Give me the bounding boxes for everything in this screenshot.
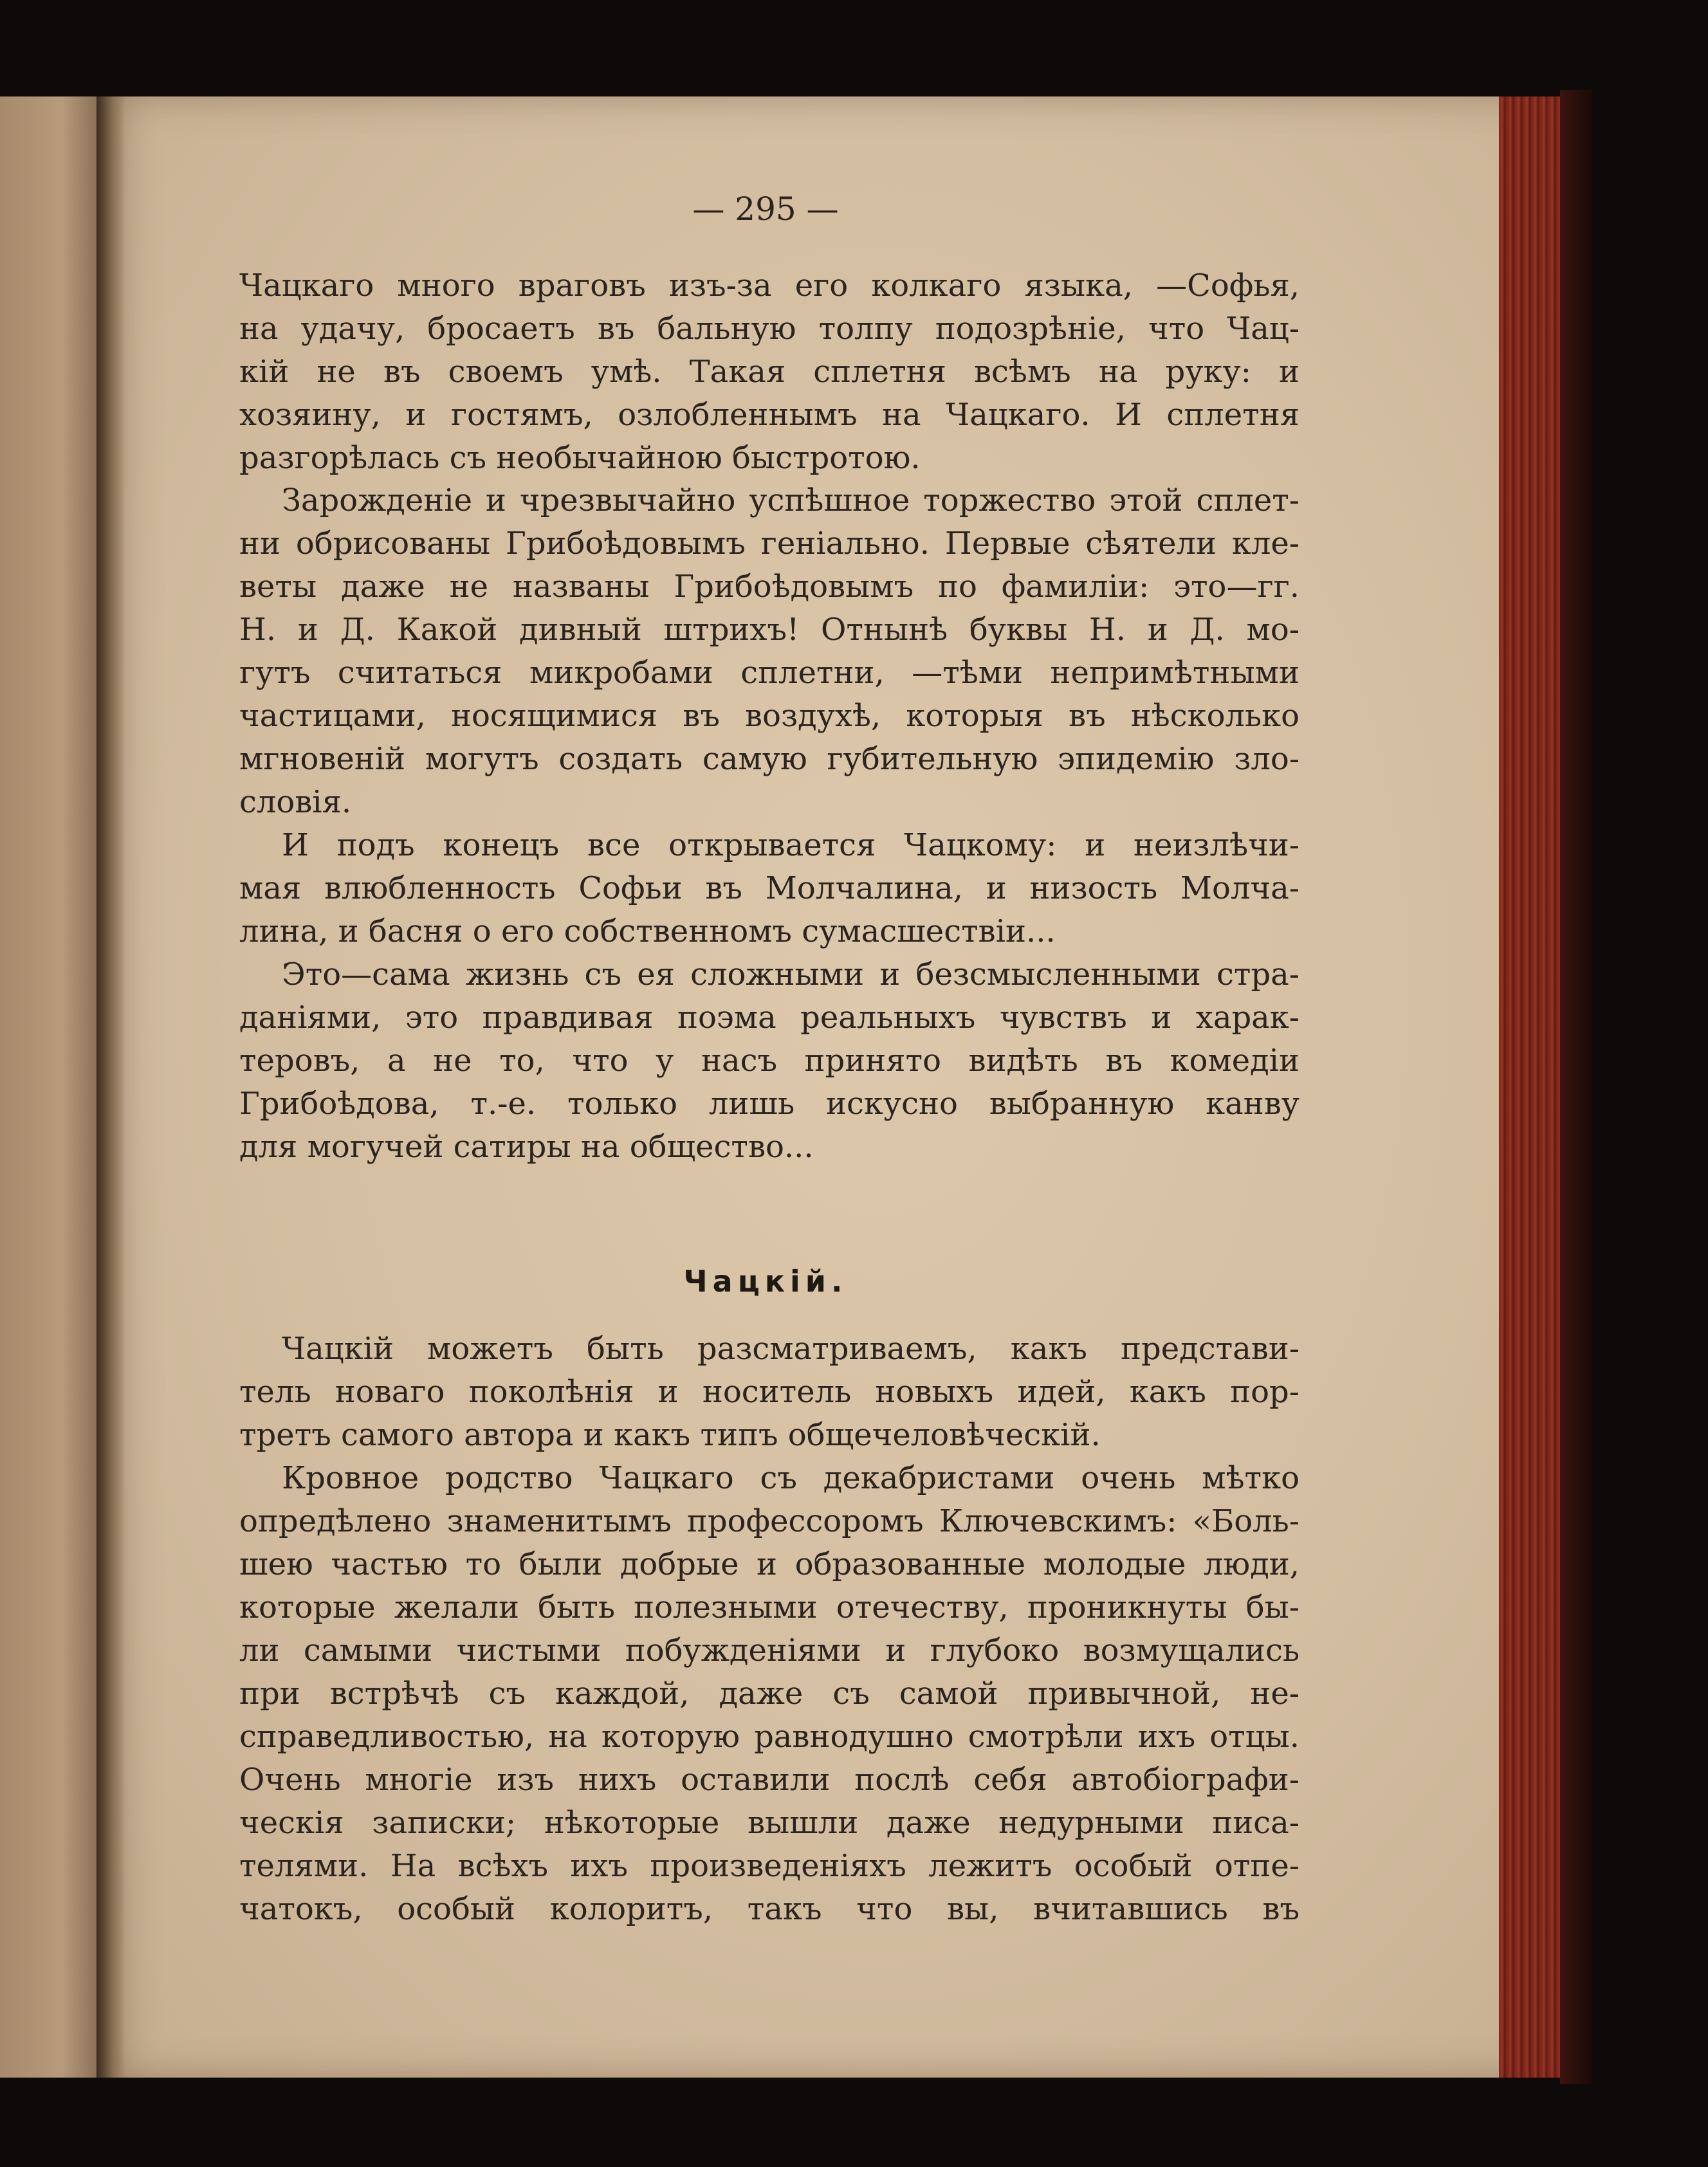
text-line: Очень многіе изъ нихъ оставили послѣ себя автобіографи- <box>239 1762 1299 1798</box>
text-line: опредѣлено знаменитымъ профессоромъ Ключевскимъ: «Боль- <box>239 1503 1299 1539</box>
text-line: И подъ конецъ все открывается Чацкому: и неизлѣчи- <box>282 827 1299 863</box>
book-cover-edge <box>1560 90 1592 2084</box>
text-line: которые желали быть полезными отечеству, проникнуты бы- <box>239 1589 1299 1625</box>
text-line: Это—сама жизнь съ ея сложными и безсмысленными стра- <box>282 956 1299 992</box>
text-line: Н. и Д. Какой дивный штрихъ! Отнынѣ буквы Н. и Д. мо- <box>239 612 1299 648</box>
text-line: телями. На всѣхъ ихъ произведеніяхъ лежитъ особый отпе- <box>239 1848 1299 1884</box>
text-line: Чацкаго много враговъ изъ-за его колкаго языка, —Софья, <box>239 268 1299 304</box>
text-line: хозяину, и гостямъ, озлобленнымъ на Чацкаго. И сплетня <box>239 397 1299 433</box>
text-line: мгновеній могутъ создать самую губительную эпидемію зло- <box>239 741 1299 777</box>
section-heading: Чацкій. <box>683 1264 848 1299</box>
page-number: — 295 — <box>692 190 839 228</box>
text-line: Грибоѣдова, т.-е. только лишь искусно выбранную канву <box>239 1086 1299 1122</box>
text-line: словія. <box>239 784 352 820</box>
text-line: теровъ, а не то, что у насъ принято видѣть въ комедіи <box>239 1043 1299 1079</box>
text-line: тель новаго поколѣнія и носитель новыхъ идей, какъ пор- <box>239 1374 1299 1410</box>
text-line: ни обрисованы Грибоѣдовымъ геніально. Первые сѣятели кле- <box>239 526 1299 562</box>
text-line: третъ самого автора и какъ типъ общечеловѣческій. <box>239 1417 1101 1453</box>
text-line: лина, и басня о его собственномъ сумасшествіи... <box>239 913 1056 949</box>
text-line: разгорѣлась съ необычайною быстротою. <box>239 440 921 476</box>
text-line: ческія записки; нѣкоторые вышли даже недурными писа- <box>239 1805 1299 1841</box>
text-line: веты даже не названы Грибоѣдовымъ по фамиліи: это—гг. <box>239 569 1299 605</box>
text-line: гутъ считаться микробами сплетни, —тѣми непримѣтными <box>239 655 1299 691</box>
gutter-shadow <box>96 96 125 2078</box>
text-line: шею частью то были добрые и образованные молодые люди, <box>239 1546 1299 1582</box>
text-line: ли самыми чистыми побужденіями и глубоко возмущались <box>239 1632 1299 1669</box>
text-line: при встрѣчѣ съ каждой, даже съ самой привычной, не- <box>239 1676 1299 1712</box>
text-line: чатокъ, особый колоритъ, такъ что вы, вчитавшись въ <box>239 1891 1299 1927</box>
text-line: Зарожденіе и чрезвычайно успѣшное торжество этой сплет- <box>282 482 1299 518</box>
text-line: мая влюбленность Софьи въ Молчалина, и низость Молча- <box>239 870 1299 906</box>
text-line: частицами, носящимися въ воздухѣ, которыя въ нѣсколько <box>239 698 1299 734</box>
text-line: Кровное родство Чацкаго съ декабристами очень мѣтко <box>282 1460 1299 1496</box>
page-block-edge <box>1499 96 1560 2078</box>
left-page-edge <box>0 96 113 2078</box>
text-line: для могучей сатиры на общество... <box>239 1129 814 1165</box>
text-line: даніями, это правдивая поэма реальныхъ чувствъ и харак- <box>239 1000 1299 1036</box>
text-line: на удачу, бросаетъ въ бальную толпу подозрѣніе, что Чац- <box>239 311 1299 347</box>
text-line: кій не въ своемъ умѣ. Такая сплетня всѣмъ на руку: и <box>239 354 1299 390</box>
text-line: справедливостью, на которую равнодушно смотрѣли ихъ отцы. <box>239 1719 1299 1755</box>
text-line: Чацкій можетъ быть разсматриваемъ, какъ представи- <box>282 1331 1299 1367</box>
